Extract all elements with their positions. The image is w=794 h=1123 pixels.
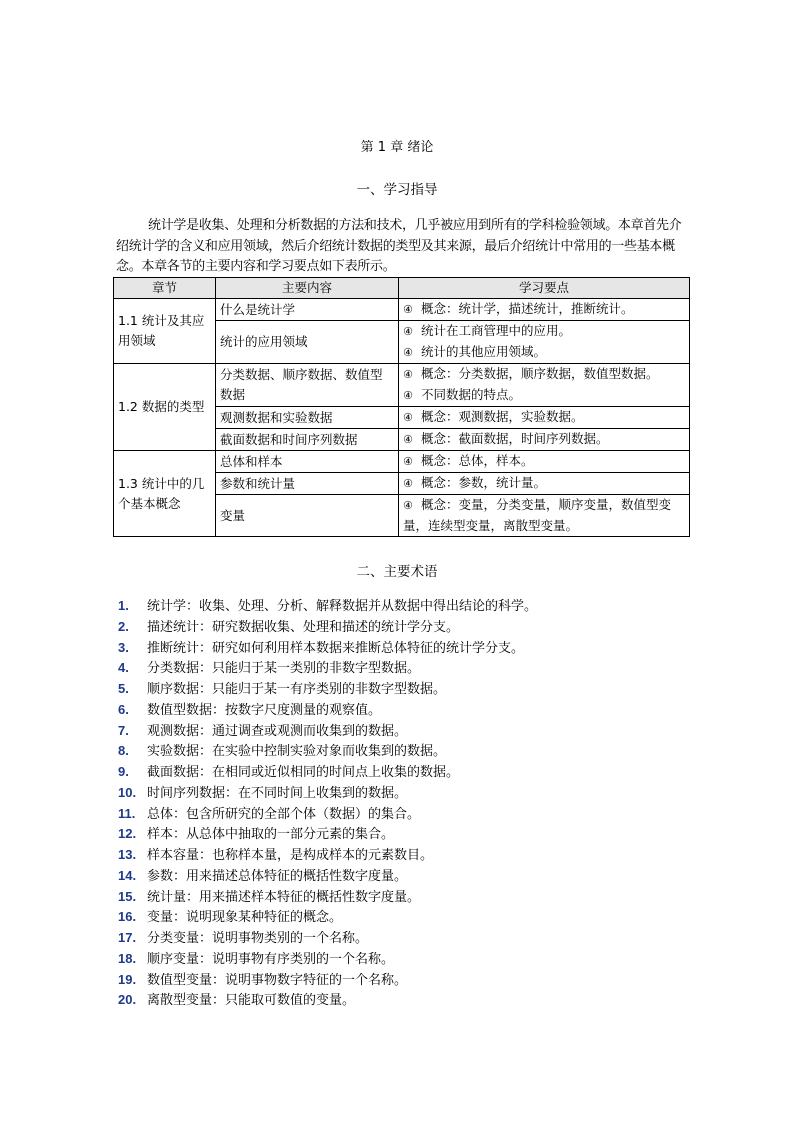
table-header-section: 章节 (114, 278, 216, 299)
term-text: 变量：说明现象某种特征的概念。 (147, 910, 343, 926)
term-item (118, 928, 698, 949)
term-number: 7. (118, 722, 129, 738)
section-cell: 1.2 数据的类型 (114, 364, 216, 451)
learning-point: ④ 概念：统计学，描述统计，推断统计。 (403, 299, 685, 320)
section-heading-key-terms: 二、主要术语 (356, 564, 438, 580)
term-text: 数值型数据：按数字尺度测量的观察值。 (147, 702, 382, 718)
term-item (118, 658, 698, 679)
table-header-row (114, 278, 690, 299)
term-text: 分类变量：说明事物类别的一个名称。 (147, 931, 369, 946)
term-number: 12. (118, 826, 137, 842)
bullet-icon: ④ (403, 455, 413, 468)
term-item (118, 970, 698, 991)
table-header-points: 学习要点 (399, 278, 690, 299)
learning-point: ④ 概念：截面数据，时间序列数据。 (403, 429, 685, 450)
term-item (118, 762, 698, 783)
term-number: 8. (118, 743, 129, 759)
bullet-icon: ④ (403, 346, 413, 359)
term-item (118, 700, 698, 721)
term-item (118, 990, 698, 1011)
term-text: 统计量：用来描述样本特征的概括性数字度量。 (147, 889, 421, 905)
term-item (118, 804, 698, 825)
bullet-icon: ④ (403, 433, 413, 446)
term-number: 3. (118, 639, 129, 655)
learning-point: ④ 概念：变量，分类变量，顺序变量，数值型变量，连续型变量，离散型变量。 (403, 497, 671, 533)
term-text: 分类数据：只能归于某一类别的非数字型数据。 (147, 661, 421, 677)
term-text: 观测数据：通过调查或观测而收集到的数据。 (147, 723, 408, 739)
bullet-icon: ④ (403, 303, 413, 316)
learning-point: ④ 概念：分类数据，顺序数据，数值型数据。 (403, 364, 685, 385)
table-row (114, 299, 690, 321)
content-cell: 什么是统计学 (216, 299, 399, 321)
term-number: 5. (118, 681, 129, 696)
points-cell (399, 364, 690, 407)
term-item (118, 824, 698, 845)
term-text: 顺序数据：只能归于某一有序类别的非数字型数据。 (147, 682, 447, 697)
term-item (118, 907, 698, 928)
term-item (118, 949, 698, 970)
bullet-icon: ④ (403, 499, 413, 512)
term-item (118, 741, 698, 762)
term-number: 6. (118, 701, 129, 717)
term-item (118, 845, 698, 866)
bullet-icon: ④ (403, 368, 413, 381)
learning-point: ④ 概念：总体，样本。 (403, 451, 685, 472)
term-item (118, 866, 698, 887)
term-text: 总体：包含所研究的全部个体（数据）的集合。 (147, 806, 421, 822)
section-cell: 1.1 统计及其应用领域 (114, 299, 216, 364)
intro-paragraph: 统计学是收集、处理和分析数据的方法和技术，几乎被应用到所有的学科检验领域。本章首先介绍统计学的含义和应用领域，然后介绍统计数据的类型及其来源，最后介绍统计中常用的一些基本概念。本章各节的主要内容和学习要点如下表所示。 (116, 218, 682, 274)
learning-point: ④ 概念：参数，统计量。 (403, 473, 685, 494)
term-item (118, 638, 698, 659)
term-text: 数值型变量：说明事物数字特征的一个名称。 (147, 972, 408, 988)
term-text: 实验数据：在实验中控制实验对象而收集到的数据。 (147, 744, 447, 760)
content-cell: 总体和样本 (216, 451, 399, 473)
content-cell: 参数和统计量 (216, 473, 399, 495)
points-cell (399, 299, 690, 321)
term-text: 离散型变量：只能取可数值的变量。 (147, 993, 356, 1009)
content-cell: 观测数据和实验数据 (216, 407, 399, 429)
content-cell: 分类数据、顺序数据、数值型数据 (216, 364, 399, 407)
term-number: 17. (118, 930, 137, 945)
term-item (118, 617, 698, 638)
term-number: 1. (118, 598, 129, 613)
term-item (118, 679, 698, 700)
section-cell: 1.3 统计中的几个基本概念 (114, 451, 216, 537)
table-row (114, 451, 690, 473)
term-number: 19. (118, 971, 137, 987)
key-terms-list (118, 596, 698, 1011)
term-number: 15. (118, 888, 137, 904)
bullet-icon: ④ (403, 389, 413, 402)
term-number: 11. (118, 805, 136, 821)
term-number: 16. (118, 909, 137, 925)
term-item (118, 721, 698, 742)
content-cell: 统计的应用领域 (216, 321, 399, 364)
term-number: 18. (118, 950, 137, 966)
term-number: 10. (118, 784, 137, 800)
section-heading-study-guide: 一、学习指导 (356, 182, 438, 198)
term-number: 14. (118, 867, 137, 883)
term-text: 统计学：收集、处理、分析、解释数据并从数据中得出结论的科学。 (147, 599, 538, 614)
learning-point: ④ 不同数据的特点。 (403, 385, 685, 406)
points-cell (399, 429, 690, 451)
term-text: 截面数据：在相同或近似相同的时间点上收集的数据。 (147, 765, 460, 780)
bullet-icon: ④ (403, 477, 413, 490)
learning-point: ④ 概念：观测数据，实验数据。 (403, 407, 685, 428)
points-cell (399, 321, 690, 364)
study-guide-table (113, 277, 690, 537)
bullet-icon: ④ (403, 325, 413, 338)
term-number: 13. (118, 847, 137, 862)
points-cell (399, 473, 690, 495)
table-row (114, 364, 690, 407)
term-number: 20. (118, 992, 137, 1008)
term-text: 描述统计：研究数据收集、处理和描述的统计学分支。 (147, 619, 460, 635)
term-text: 顺序变量：说明事物有序类别的一个名称。 (147, 951, 395, 967)
term-text: 样本容量：也称样本量，是构成样本的元素数目。 (147, 848, 434, 863)
term-item (118, 887, 698, 908)
term-text: 参数：用来描述总体特征的概括性数字度量。 (147, 868, 408, 884)
term-number: 4. (118, 660, 129, 676)
content-cell: 变量 (216, 495, 399, 537)
term-item (118, 783, 698, 804)
learning-point: ④ 统计在工商管理中的应用。 (403, 321, 685, 342)
chapter-title: 第 1 章 绪论 (360, 140, 434, 155)
points-cell (399, 495, 690, 537)
table-header-content: 主要内容 (216, 278, 399, 299)
content-cell: 截面数据和时间序列数据 (216, 429, 399, 451)
term-number: 2. (118, 618, 129, 634)
term-item (118, 596, 698, 617)
term-text: 推断统计：研究如何利用样本数据来推断总体特征的统计学分支。 (147, 640, 525, 656)
term-text: 样本：从总体中抽取的一部分元素的集合。 (147, 827, 395, 843)
term-text: 时间序列数据：在不同时间上收集到的数据。 (147, 785, 408, 801)
bullet-icon: ④ (403, 411, 413, 424)
points-cell (399, 407, 690, 429)
points-cell (399, 451, 690, 473)
term-number: 9. (118, 764, 129, 779)
learning-point: ④ 统计的其他应用领域。 (403, 342, 685, 363)
